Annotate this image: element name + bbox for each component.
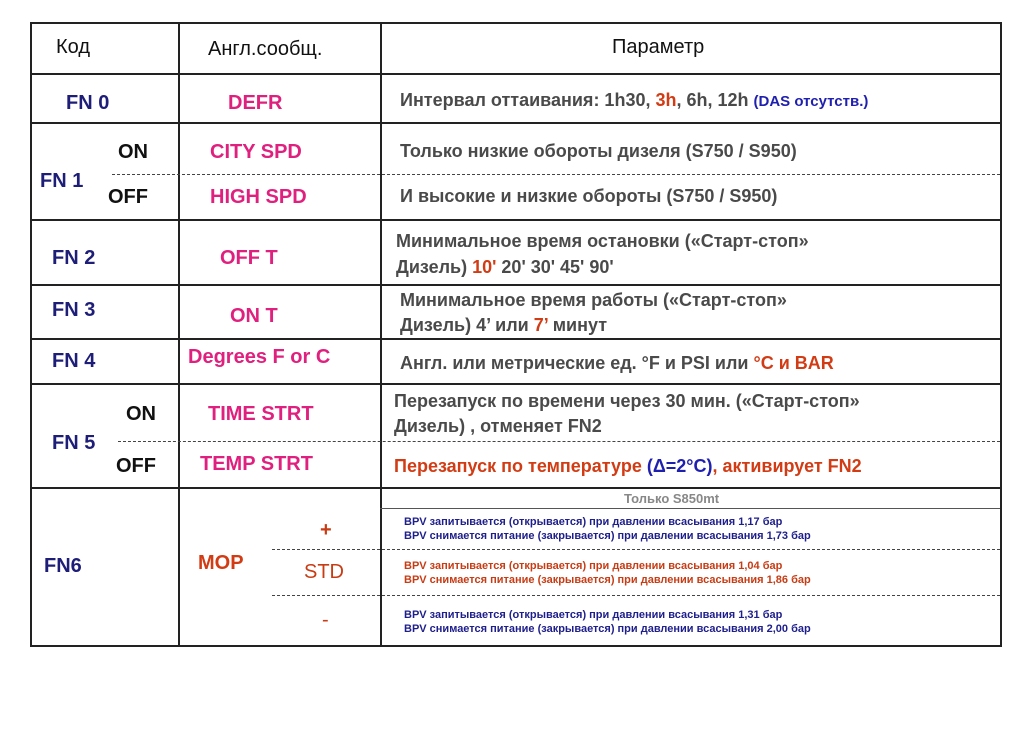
fn2-code: FN 2 (52, 247, 96, 269)
fn5-dashed-divider (118, 441, 1000, 442)
table-border-bottom (30, 645, 1002, 647)
column-divider-2 (380, 22, 382, 647)
fn2-param-text: Дизель) (396, 257, 473, 277)
fn6-code: FN6 (44, 555, 82, 577)
row-divider-fn3 (30, 338, 1002, 340)
fn0-param-default: 3h (655, 90, 677, 110)
fn1-dashed-divider (112, 174, 1000, 175)
fn6-dashed-divider-1 (272, 549, 1000, 550)
fn5-off-label: OFF (116, 455, 156, 477)
fn2-param-values: 20' 30' 45' 90' (496, 257, 614, 277)
column-divider-1 (178, 22, 180, 647)
fn6-message: MOP (198, 552, 244, 574)
fn0-code: FN 0 (66, 92, 110, 114)
fn1-code: FN 1 (40, 170, 84, 192)
row-divider-fn4 (30, 383, 1002, 385)
fn6-plus-line2: BPV снимается питание (закрывается) при давлении всасывания 1,73 бар (404, 530, 811, 542)
fn1-off-message: HIGH SPD (210, 186, 307, 208)
fn2-message: OFF T (220, 247, 278, 269)
fn2-param-line2 (396, 257, 614, 278)
fn4-param-default: °C и BAR (753, 353, 834, 373)
fn2-param-default: 10' (472, 257, 497, 277)
fn5-off-param-delta: (Δ=2°C) (646, 456, 713, 476)
fn6-plus-label: + (320, 519, 332, 541)
row-divider-header (30, 73, 1002, 75)
fn5-off-param-text-2: , активирует FN2 (712, 456, 862, 476)
fn1-on-message: CITY SPD (210, 141, 302, 163)
fn6-minus-label: - (322, 609, 329, 631)
fn5-code: FN 5 (52, 432, 96, 454)
fn4-param-text: Англ. или метрические ед. °F и PSI или (400, 353, 754, 373)
fn5-off-param-text: Перезапуск по температуре (394, 456, 647, 476)
fn3-param-text: Дизель) 4’ или (400, 315, 534, 335)
fn6-dashed-divider-2 (272, 595, 1000, 596)
fn4-code: FN 4 (52, 350, 96, 372)
fn3-param-line1: Минимальное время работы («Старт-стоп» (400, 290, 787, 310)
fn0-message: DEFR (228, 92, 283, 114)
row-divider-fn5 (30, 487, 1002, 489)
table-border-left (30, 22, 32, 647)
fn3-message: ON T (230, 305, 278, 327)
fn0-param-text-2: , 6h, 12h (676, 90, 754, 110)
fn1-off-parameter: И высокие и низкие обороты (S750 / S950) (400, 186, 778, 206)
fn5-on-label: ON (126, 403, 156, 425)
fn4-parameter (400, 353, 834, 374)
fn1-on-label: ON (118, 141, 148, 163)
header-message: Англ.сообщ. (208, 38, 323, 60)
fn4-message: Degrees F or C (188, 346, 331, 368)
fn2-param-line1: Минимальное время остановки («Старт-стоп» (396, 231, 809, 251)
fn6-model-note: Только S850mt (624, 491, 720, 506)
fn6-note-underline (380, 508, 1000, 509)
header-parameter: Параметр (612, 36, 705, 58)
fn1-on-parameter: Только низкие обороты дизеля (S750 / S950) (400, 141, 797, 161)
fn5-on-param-line1: Перезапуск по времени через 30 мин. («Старт-стоп» (394, 391, 860, 411)
fn3-param-default: 7’ (533, 315, 548, 335)
table-border-top (30, 22, 1002, 24)
header-code: Код (56, 36, 91, 58)
row-divider-fn1 (30, 219, 1002, 221)
fn6-minus-line1: BPV запитывается (открывается) при давлении всасывания 1,31 бар (404, 609, 783, 621)
fn0-param-text: Интервал оттаивания: 1h30, (400, 90, 656, 110)
row-divider-fn0 (30, 122, 1002, 124)
fn3-param-line2 (400, 315, 607, 336)
fn3-code: FN 3 (52, 299, 96, 321)
fn5-on-message: TIME STRT (208, 403, 314, 425)
fn6-plus-line1: BPV запитывается (открывается) при давлении всасывания 1,17 бар (404, 516, 783, 528)
fn5-off-parameter (394, 456, 862, 477)
fn6-std-line2: BPV снимается питание (закрывается) при давлении всасывания 1,86 бар (404, 574, 811, 586)
fn1-off-label: OFF (108, 186, 148, 208)
fn6-minus-line2: BPV снимается питание (закрывается) при давлении всасывания 2,00 бар (404, 623, 811, 635)
fn0-parameter (400, 90, 868, 111)
fn0-param-note: (DAS отсутств.) (753, 93, 869, 110)
fn3-param-unit: минут (547, 315, 608, 335)
fn6-std-line1: BPV запитывается (открывается) при давлении всасывания 1,04 бар (404, 560, 783, 572)
row-divider-fn2 (30, 284, 1002, 286)
table-border-right (1000, 22, 1002, 647)
fn5-off-message: TEMP STRT (200, 453, 313, 475)
fn6-std-label: STD (304, 561, 344, 583)
fn5-on-param-line2: Дизель) , отменяет FN2 (394, 416, 602, 436)
